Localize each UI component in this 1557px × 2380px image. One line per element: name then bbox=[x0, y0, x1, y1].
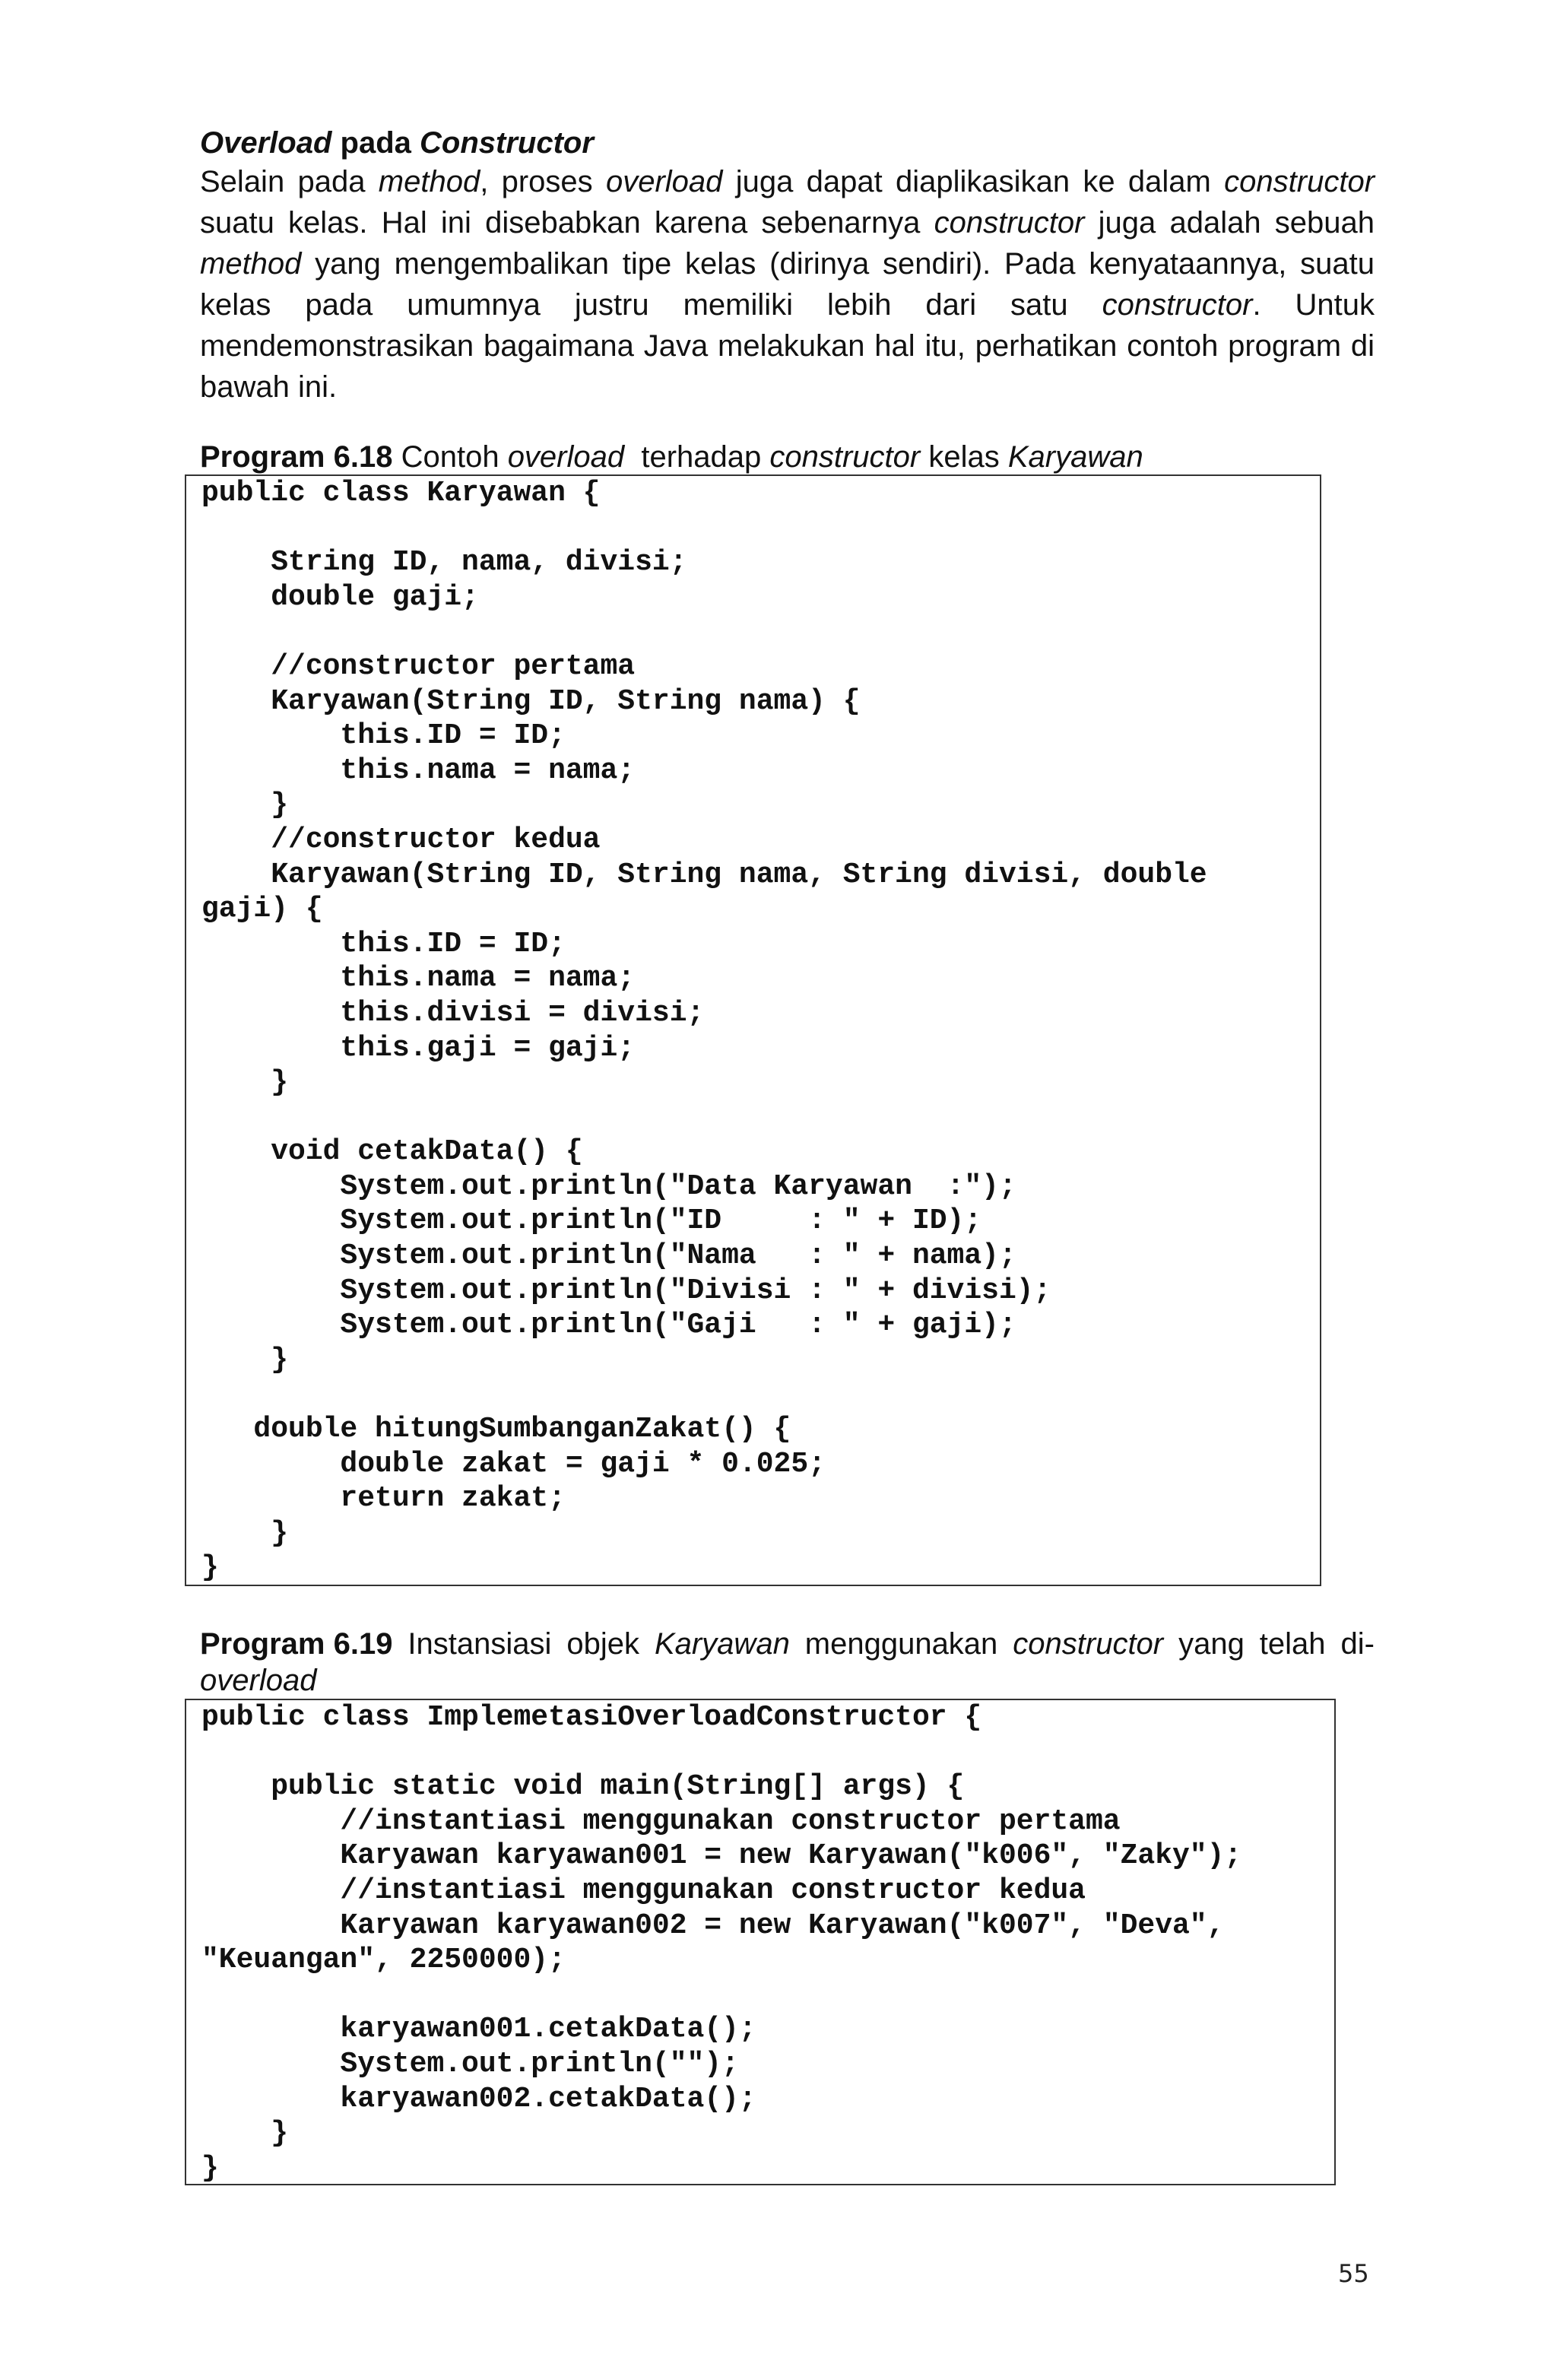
caption-619-line-2: overload bbox=[200, 1664, 317, 1697]
para-text-1: Selain pada bbox=[200, 165, 379, 198]
caption-619-word-1: Instansiasi bbox=[407, 1627, 552, 1661]
caption-618-italic-2: constructor bbox=[769, 440, 921, 474]
para-text-2: , proses bbox=[480, 165, 606, 198]
para-italic-4: constructor bbox=[934, 206, 1085, 240]
caption-618-text-1: Contoh bbox=[392, 440, 508, 474]
caption-619-word-8: di- bbox=[1340, 1627, 1375, 1661]
para-italic-6: constructor bbox=[1102, 288, 1253, 322]
program-619-label: Program 6.19 bbox=[200, 1627, 393, 1661]
caption-618-italic-3: Karyawan bbox=[1007, 440, 1143, 474]
caption-618-text-3: kelas bbox=[920, 440, 1008, 474]
program-619-code-box bbox=[185, 1699, 1336, 2185]
caption-619-label-wrap bbox=[200, 1626, 392, 1662]
para-italic-1: method bbox=[378, 165, 480, 198]
program-618-code-box bbox=[185, 474, 1321, 1586]
caption-619-word-4: menggunakan bbox=[804, 1627, 998, 1661]
program-618-caption bbox=[200, 438, 1143, 476]
program-619-caption bbox=[200, 1626, 1375, 1699]
program-618-code: public class Karyawan { String ID, nama, divisi; double gaji; //constructor pertama Karyawan(String ID, String nama) { this.ID = ID; this.nama = nama; } //constructor kedua Karyawan(String ID, String nama, String divisi, double gaji) { this.ID = ID; this.nama = nama; this.divisi = divisi; this.gaji = gaji; } void cetakData() { System.out.println("Data Karyawan :"); System.out.println("ID : " + ID); System.out.println("Nama : " + nama); System.out.println("Divisi : " + divisi); System.out.println("Gaji : " + gaji); } double hitungSumbanganZakat() { double zakat = gaji * 0.025; return zakat; } } bbox=[201, 477, 1207, 1585]
program-619-code: public class ImplemetasiOverloadConstructor { public static void main(String[] args) { //instantiasi menggunakan constructor pertama Karyawan karyawan001 = new Karyawan("k006", "Zaky"); //instantiasi menggunakan constructor kedua Karyawan karyawan002 = new Karyawan("k007", "Deva", "Keuangan", 2250000); karyawan001.cetakData(); System.out.println(""); karyawan002.cetakData(); } } bbox=[201, 1701, 1242, 2185]
para-text-5: juga adalah sebuah bbox=[1084, 206, 1375, 240]
para-italic-5: method bbox=[200, 247, 302, 281]
caption-619-word-7: telah bbox=[1259, 1627, 1326, 1661]
para-text-6: yang mengembalikan tipe kelas (dirinya sendiri). Pada kenyataannya, suatu kelas pada umumnya justru memiliki lebih dari satu bbox=[200, 247, 1375, 322]
para-text-4: suatu kelas. Hal ini disebabkan karena sebenarnya bbox=[200, 206, 934, 240]
caption-618-text-2: terhadap bbox=[624, 440, 770, 474]
section-heading bbox=[200, 123, 594, 163]
para-italic-2: overload bbox=[605, 165, 723, 198]
caption-618-italic-1: overload bbox=[507, 440, 625, 474]
heading-overload: Overload bbox=[200, 126, 332, 160]
intro-paragraph bbox=[200, 161, 1375, 408]
caption-619-word-3: Karyawan bbox=[654, 1627, 790, 1661]
para-text-7: . Untuk mendemonstrasikan bagaimana Java melakukan hal itu, perhatikan contoh program di bawah ini. bbox=[200, 288, 1375, 404]
caption-619-word-5: constructor bbox=[1013, 1627, 1164, 1661]
heading-pada: pada bbox=[331, 126, 420, 160]
para-italic-3: constructor bbox=[1224, 165, 1375, 198]
para-text-3: juga dapat diaplikasikan ke dalam bbox=[722, 165, 1225, 198]
heading-constructor: Constructor bbox=[420, 126, 594, 160]
caption-619-word-2: objek bbox=[566, 1627, 639, 1661]
caption-619-word-6: yang bbox=[1178, 1627, 1245, 1661]
program-618-label: Program 6.18 bbox=[200, 440, 393, 474]
page-number: 55 bbox=[1338, 2259, 1369, 2288]
